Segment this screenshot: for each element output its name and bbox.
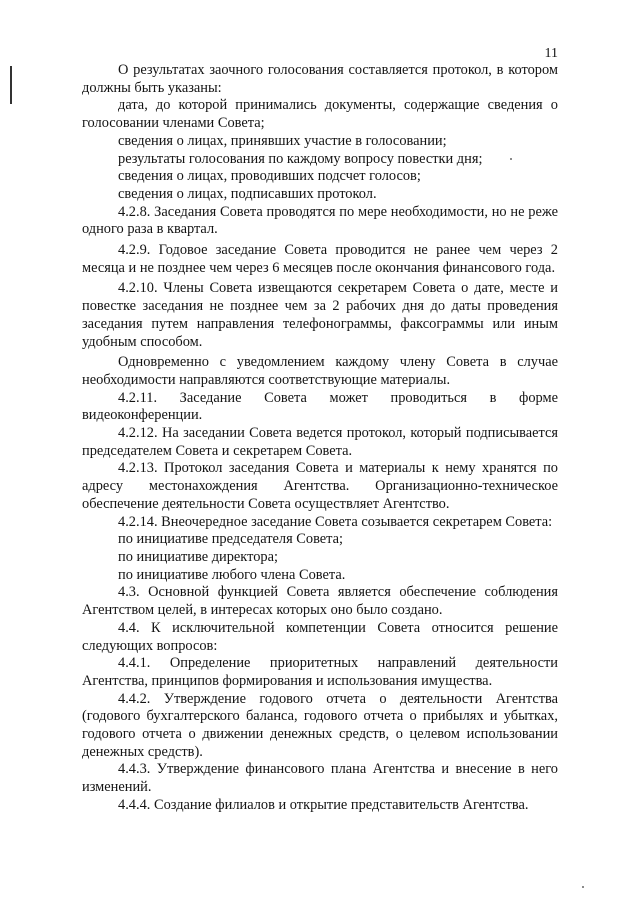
paragraph: 4.2.10. Члены Совета извещаются секретарем Совета о дате, месте и повестке заседания не позднее чем за 2 рабочих дня до даты проведения заседания путем направления телефонограммы, факсограммы или иным удобным способом. [82, 280, 558, 350]
page-number: 11 [544, 46, 558, 61]
document-body [82, 62, 558, 815]
paragraph: по инициативе директора; [118, 548, 278, 565]
paragraph: сведения о лицах, принявших участие в голосовании; [118, 132, 447, 149]
paragraph: по инициативе председателя Совета; [118, 531, 344, 548]
paragraph: 4.3. Основной функцией Совета является обеспечение соблюдения Агентством целей, в интересах которых оно было создано. [82, 584, 558, 619]
paragraph: 4.4.1. Определение приоритетных направлений деятельности Агентства, принципов формирования и использования имущества. [82, 655, 558, 689]
scan-speck [582, 886, 584, 888]
paragraph: сведения о лицах, проводивших подсчет голосов; [118, 168, 421, 185]
paragraph: 4.2.13. Протокол заседания Совета и материалы к нему хранятся по адресу местонахождения Агентства. Организационно-техническое обеспечение деятельности Совета осуществляет Агентство. [82, 460, 558, 512]
paragraph: 4.2.12. На заседании Совета ведется протокол, который подписывается председателем Совета и секретарем Совета. [82, 425, 558, 459]
paragraph: по инициативе любого члена Совета. [118, 566, 346, 583]
paragraph: 4.4.3. Утверждение финансового плана Агентства и внесение в него изменений. [82, 761, 558, 796]
paragraph: 4.2.14. Внеочередное заседание Совета созывается секретарем Совета: [118, 513, 553, 530]
paragraph: 4.2.8. Заседания Совета проводятся по мере необходимости, но не реже одного раза в квартал. [82, 203, 558, 238]
paragraph: Одновременно с уведомлением каждому члену Совета в случае необходимости направляются соответствующие материалы. [82, 354, 558, 388]
paragraph: 4.4.2. Утверждение годового отчета о деятельности Агентства (годового бухгалтерского баланса, годового отчета о прибылях и убытках, годового отчета о движении денежных средств, о целевом использовании денежных средств). [82, 690, 558, 760]
paragraph: дата, до которой принимались документы, содержащие сведения о голосовании членами Совета; [82, 97, 558, 132]
paragraph: 4.2.9. Годовое заседание Совета проводится не ранее чем через 2 месяца и не позднее чем через 6 месяцев после окончания финансового года. [82, 242, 558, 276]
paragraph: О результатах заочного голосования составляется протокол, в котором должны быть указаны: [82, 62, 558, 96]
paragraph: 4.4.4. Создание филиалов и открытие представительств Агентства. [118, 796, 529, 813]
paragraph: 4.4. К исключительной компетенции Совета относится решение следующих вопросов: [82, 619, 558, 654]
margin-binding-mark [10, 66, 12, 104]
paragraph: 4.2.11. Заседание Совета может проводиться в форме видеоконференции. [82, 389, 558, 424]
paragraph: результаты голосования по каждому вопросу повестки дня; [118, 150, 483, 167]
paragraph: сведения о лицах, подписавших протокол. [118, 185, 377, 202]
